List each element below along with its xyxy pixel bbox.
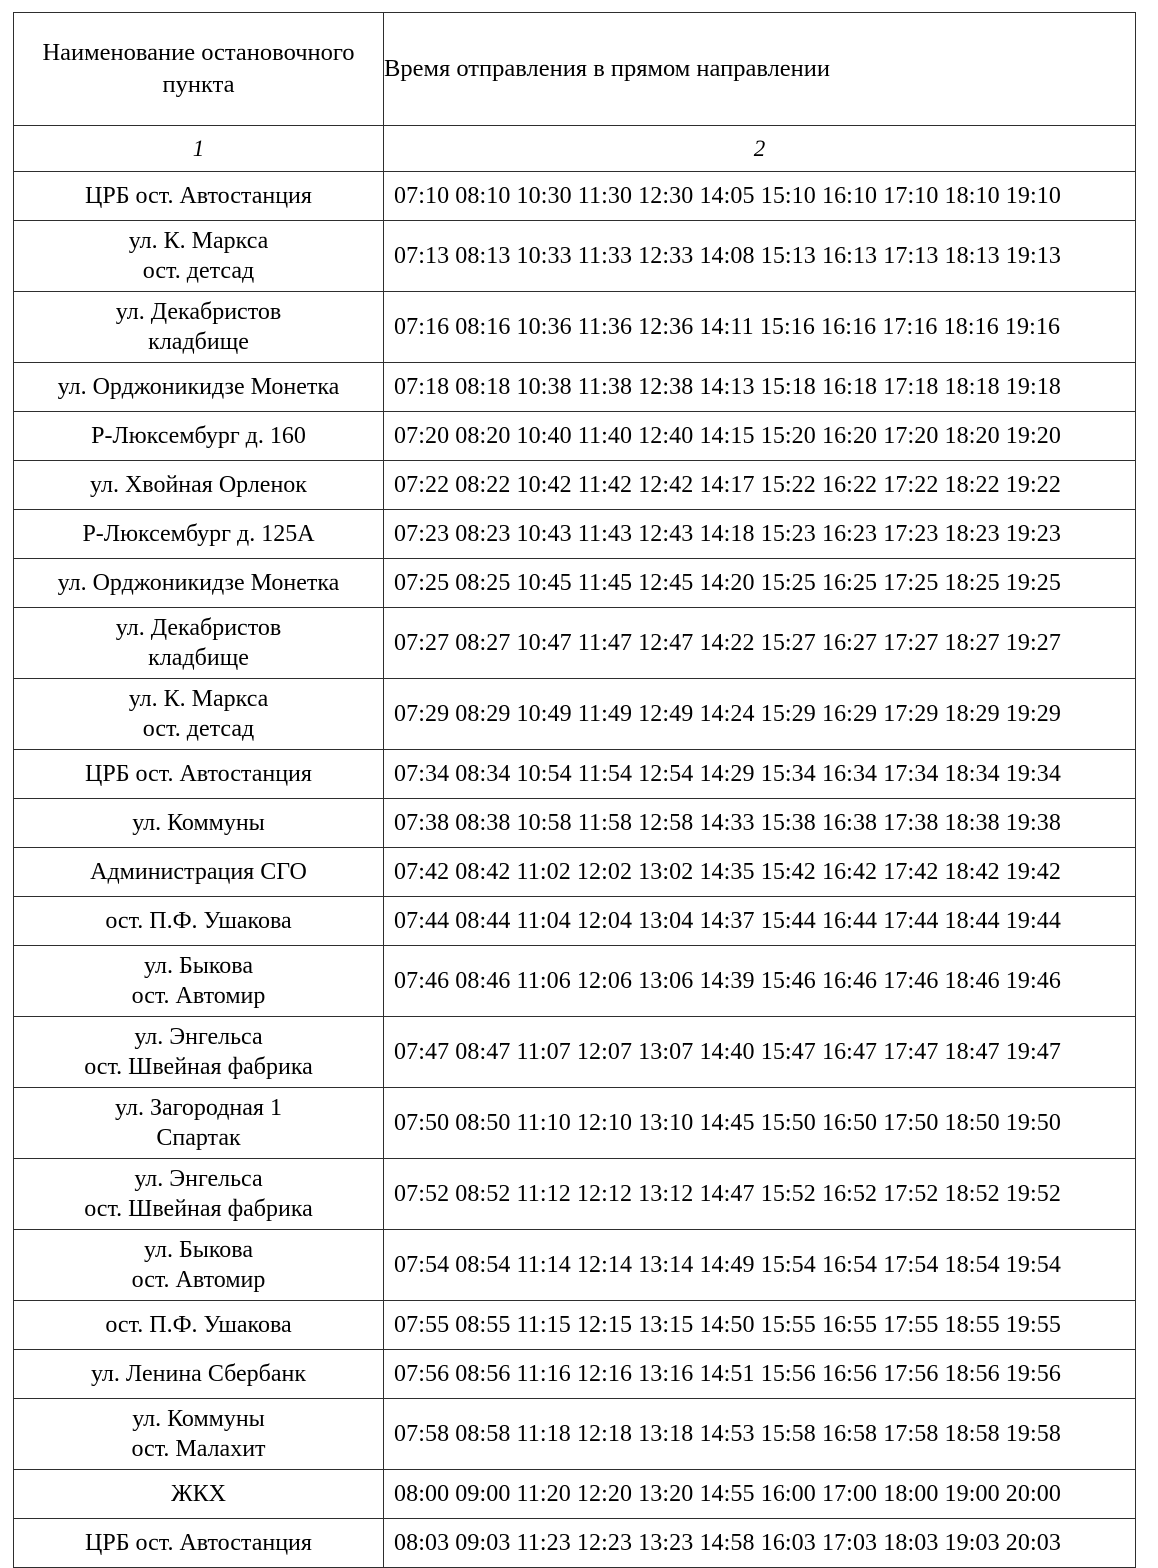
stop-name-line: ул. Орджоникидзе Монетка	[57, 569, 340, 596]
stop-name-cell	[14, 608, 384, 679]
table-row	[14, 1470, 1136, 1519]
departure-times-cell: 08:00 09:00 11:20 12:20 13:20 14:55 16:00 17:00 18:00 19:00 20:00	[384, 1470, 1136, 1519]
table-row	[14, 172, 1136, 221]
departure-times-cell: 07:27 08:27 10:47 11:47 12:47 14:22 15:27 16:27 17:27 18:27 19:27	[384, 608, 1136, 679]
stop-name-cell	[14, 1301, 384, 1350]
departure-times-cell: 07:16 08:16 10:36 11:36 12:36 14:11 15:16 16:16 17:16 18:16 19:16	[384, 292, 1136, 363]
stop-name-cell	[14, 292, 384, 363]
stop-name-line: ост. Автомир	[131, 983, 266, 1009]
stop-name-line: ул. Загородная 1	[115, 1094, 282, 1121]
stop-name-cell	[14, 679, 384, 750]
departure-times-cell: 07:44 08:44 11:04 12:04 13:04 14:37 15:44 16:44 17:44 18:44 19:44	[384, 897, 1136, 946]
stop-name-cell	[14, 1350, 384, 1399]
stop-name-line: ост. П.Ф. Ушакова	[105, 907, 292, 934]
header-row	[14, 13, 1136, 126]
stop-name-line: ост. детсад	[142, 258, 255, 284]
departure-times-cell: 07:34 08:34 10:54 11:54 12:54 14:29 15:34 16:34 17:34 18:34 19:34	[384, 750, 1136, 799]
stop-name-cell	[14, 1399, 384, 1470]
departure-times-cell: 07:52 08:52 11:12 12:12 13:12 14:47 15:52 16:52 17:52 18:52 19:52	[384, 1159, 1136, 1230]
table-row	[14, 363, 1136, 412]
table-row	[14, 1230, 1136, 1301]
timetable	[13, 12, 1136, 1568]
stop-name-line: кладбище	[148, 645, 249, 671]
table-row	[14, 1088, 1136, 1159]
table-row	[14, 897, 1136, 946]
stop-name-cell	[14, 363, 384, 412]
stop-name-line: ост. П.Ф. Ушакова	[105, 1311, 292, 1338]
column-header-departure-times: Время отправления в прямом направлении	[384, 13, 1136, 126]
column-header-stop-name-line-2: пункта	[162, 71, 235, 98]
stop-name-cell	[14, 1159, 384, 1230]
stop-name-cell	[14, 461, 384, 510]
table-row	[14, 750, 1136, 799]
timetable-body	[14, 172, 1136, 1568]
stop-name-line: ул. Декабристов	[115, 298, 282, 325]
stop-name-line: ул. Орджоникидзе Монетка	[57, 373, 340, 400]
stop-name-cell	[14, 412, 384, 461]
stop-name-line: ЦРБ ост. Автостанция	[85, 1529, 312, 1556]
departure-times-cell: 07:46 08:46 11:06 12:06 13:06 14:39 15:46 16:46 17:46 18:46 19:46	[384, 946, 1136, 1017]
departure-times-cell: 07:56 08:56 11:16 12:16 13:16 14:51 15:56 16:56 17:56 18:56 19:56	[384, 1350, 1136, 1399]
table-row	[14, 559, 1136, 608]
stop-name-line: Р-Люксембург д. 125А	[82, 520, 315, 547]
departure-times-cell: 07:55 08:55 11:15 12:15 13:15 14:50 15:55 16:55 17:55 18:55 19:55	[384, 1301, 1136, 1350]
stop-name-line: ул. Ленина Сбербанк	[90, 1360, 307, 1387]
departure-times-cell: 07:58 08:58 11:18 12:18 13:18 14:53 15:58 16:58 17:58 18:58 19:58	[384, 1399, 1136, 1470]
table-row	[14, 221, 1136, 292]
stop-name-line: Администрация СГО	[90, 858, 307, 885]
stop-name-line: ул. Энгельса	[134, 1023, 263, 1050]
stop-name-line: Р-Люксембург д. 160	[91, 422, 306, 449]
stop-name-line: ЖКХ	[171, 1480, 226, 1507]
column-header-stop-name	[14, 13, 384, 126]
stop-name-line: ост. Швейная фабрика	[84, 1196, 313, 1222]
table-row	[14, 799, 1136, 848]
table-row	[14, 1519, 1136, 1568]
stop-name-line: ост. Автомир	[131, 1267, 266, 1293]
stop-name-cell	[14, 1230, 384, 1301]
column-number-row	[14, 126, 1136, 172]
stop-name-line: ЦРБ ост. Автостанция	[85, 182, 312, 209]
stop-name-cell	[14, 799, 384, 848]
stop-name-line: ул. Коммуны	[132, 1405, 265, 1432]
stop-name-cell	[14, 750, 384, 799]
departure-times-cell: 07:23 08:23 10:43 11:43 12:43 14:18 15:23 16:23 17:23 18:23 19:23	[384, 510, 1136, 559]
stop-name-line: Спартак	[156, 1125, 241, 1151]
departure-times-cell: 07:22 08:22 10:42 11:42 12:42 14:17 15:22 16:22 17:22 18:22 19:22	[384, 461, 1136, 510]
table-row	[14, 461, 1136, 510]
departure-times-cell: 07:54 08:54 11:14 12:14 13:14 14:49 15:54 16:54 17:54 18:54 19:54	[384, 1230, 1136, 1301]
column-number-stop: 1	[14, 126, 384, 172]
table-row	[14, 1159, 1136, 1230]
table-row	[14, 1399, 1136, 1470]
stop-name-line: ул. Хвойная Орленок	[90, 471, 307, 498]
departure-times-cell: 07:42 08:42 11:02 12:02 13:02 14:35 15:42 16:42 17:42 18:42 19:42	[384, 848, 1136, 897]
table-row	[14, 412, 1136, 461]
stop-name-line: ост. Швейная фабрика	[84, 1054, 313, 1080]
stop-name-line: ост. детсад	[142, 716, 255, 742]
stop-name-cell	[14, 946, 384, 1017]
timetable-head	[14, 13, 1136, 172]
departure-times-cell: 08:03 09:03 11:23 12:23 13:23 14:58 16:03 17:03 18:03 19:03 20:03	[384, 1519, 1136, 1568]
table-row	[14, 608, 1136, 679]
departure-times-cell: 07:10 08:10 10:30 11:30 12:30 14:05 15:10 16:10 17:10 18:10 19:10	[384, 172, 1136, 221]
table-row	[14, 679, 1136, 750]
departure-times-cell: 07:20 08:20 10:40 11:40 12:40 14:15 15:20 16:20 17:20 18:20 19:20	[384, 412, 1136, 461]
stop-name-line: ЦРБ ост. Автостанция	[85, 760, 312, 787]
stop-name-cell	[14, 172, 384, 221]
departure-times-cell: 07:25 08:25 10:45 11:45 12:45 14:20 15:25 16:25 17:25 18:25 19:25	[384, 559, 1136, 608]
stop-name-line: ул. К. Маркса	[128, 227, 269, 254]
table-row	[14, 510, 1136, 559]
stop-name-line: ул. К. Маркса	[128, 685, 269, 712]
stop-name-cell	[14, 897, 384, 946]
column-number-times: 2	[384, 126, 1136, 172]
stop-name-cell	[14, 559, 384, 608]
stop-name-cell	[14, 1017, 384, 1088]
stop-name-cell	[14, 1470, 384, 1519]
stop-name-line: ул. Декабристов	[115, 614, 282, 641]
stop-name-cell	[14, 1519, 384, 1568]
departure-times-cell: 07:13 08:13 10:33 11:33 12:33 14:08 15:13 16:13 17:13 18:13 19:13	[384, 221, 1136, 292]
table-row	[14, 946, 1136, 1017]
stop-name-line: ост. Малахит	[131, 1436, 266, 1462]
stop-name-line: ул. Быкова	[144, 952, 253, 979]
stop-name-line: ул. Быкова	[144, 1236, 253, 1263]
table-row	[14, 848, 1136, 897]
table-row	[14, 1017, 1136, 1088]
departure-times-cell: 07:18 08:18 10:38 11:38 12:38 14:13 15:18 16:18 17:18 18:18 19:18	[384, 363, 1136, 412]
stop-name-line: ул. Коммуны	[132, 809, 265, 836]
departure-times-cell: 07:38 08:38 10:58 11:58 12:58 14:33 15:38 16:38 17:38 18:38 19:38	[384, 799, 1136, 848]
stop-name-cell	[14, 221, 384, 292]
stop-name-line: кладбище	[148, 329, 249, 355]
table-row	[14, 292, 1136, 363]
table-row	[14, 1301, 1136, 1350]
column-header-stop-name-line-1: Наименование остановочного	[42, 38, 355, 66]
stop-name-line: ул. Энгельса	[134, 1165, 263, 1192]
departure-times-cell: 07:47 08:47 11:07 12:07 13:07 14:40 15:47 16:47 17:47 18:47 19:47	[384, 1017, 1136, 1088]
stop-name-cell	[14, 510, 384, 559]
table-row	[14, 1350, 1136, 1399]
departure-times-cell: 07:29 08:29 10:49 11:49 12:49 14:24 15:29 16:29 17:29 18:29 19:29	[384, 679, 1136, 750]
departure-times-cell: 07:50 08:50 11:10 12:10 13:10 14:45 15:50 16:50 17:50 18:50 19:50	[384, 1088, 1136, 1159]
stop-name-cell	[14, 848, 384, 897]
stop-name-cell	[14, 1088, 384, 1159]
